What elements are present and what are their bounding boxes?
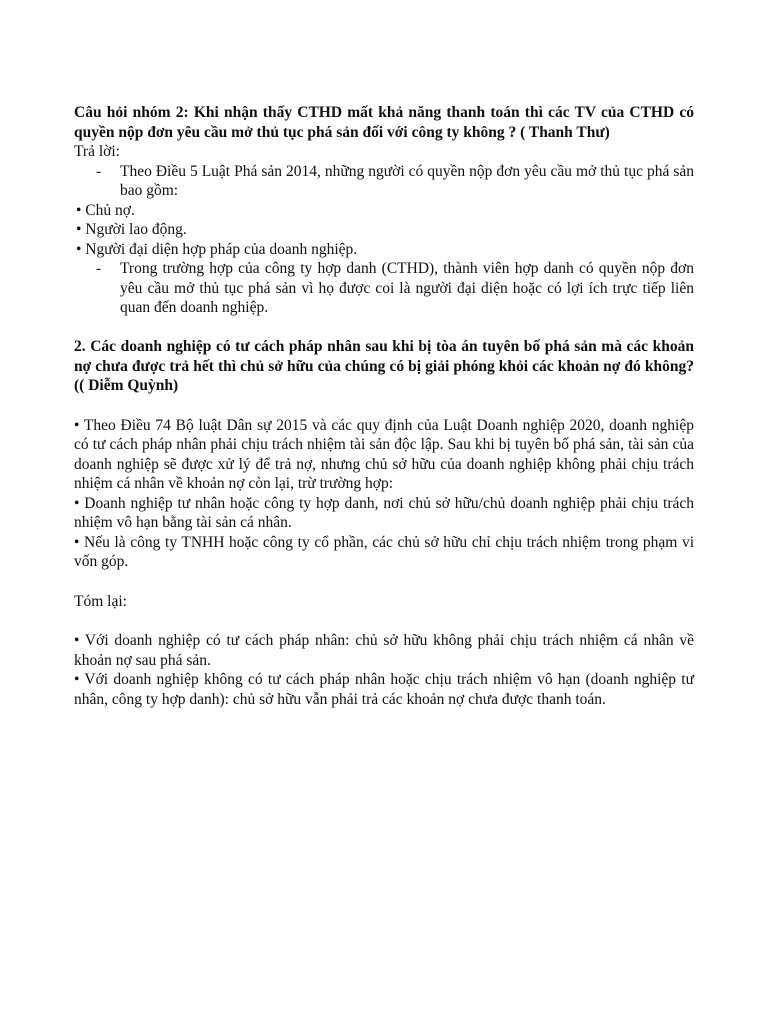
spacer: [74, 318, 694, 338]
bullet-item-worker: • Người lao động.: [76, 221, 187, 238]
summary-point: • Với doanh nghiệp có tư cách pháp nhân: chủ sở hữu không phải chịu trách nhiệm cá nhân về khoản nợ sau phá sản.: [74, 632, 694, 669]
spacer: [74, 396, 694, 416]
body-paragraph: • Doanh nghiệp tư nhân hoặc công ty hợp danh, nơi chủ sở hữu/chủ doanh nghiệp phải chịu trách nhiệm vô hạn bằng tài sản cá nhân.: [74, 494, 694, 531]
dash-marker: -: [96, 260, 102, 277]
document-page: [74, 103, 694, 709]
spacer: [74, 611, 694, 631]
dash-list-item: [74, 162, 694, 201]
answer-label: Trả lời:: [74, 143, 120, 160]
spacer: [74, 572, 694, 592]
bullet-item-representative: • Người đại diện hợp pháp của doanh nghiệp.: [76, 240, 358, 258]
body-paragraph: • Nếu là công ty TNHH hoặc công ty cổ phần, các chủ sở hữu chỉ chịu trách nhiệm trong phạm vi vốn góp.: [74, 533, 694, 570]
question-2-heading: 2. Các doanh nghiệp có tư cách pháp nhân sau khi bị tòa án tuyên bố phá sản mà các khoản nợ chưa được trả hết thì chủ sở hữu của chúng có bị giải phóng khỏi các khoản nợ đó không? (( Diễm Quỳnh): [74, 338, 694, 394]
summary-point: • Với doanh nghiệp không có tư cách pháp nhân hoặc chịu trách nhiệm vô hạn (doanh nghiệp tư nhân, công ty hợp danh): chủ sở hữu vẫn phải trả các khoản nợ chưa được thanh toán.: [74, 671, 694, 708]
dash-item-text: Trong trường hợp của công ty hợp danh (CTHD), thành viên hợp danh có quyền nộp đơn yêu cầu mở thủ tục phá sản vì họ được coi là người đại diện hoặc có lợi ích trực tiếp liên quan đến doanh nghiệp.: [120, 260, 694, 316]
bullet-item-creditor: • Chủ nợ.: [76, 201, 135, 219]
dash-item-text: Theo Điều 5 Luật Phá sản 2014, những người có quyền nộp đơn yêu cầu mở thủ tục phá sản bao gồm:: [120, 162, 694, 199]
dash-list-item: [74, 259, 694, 318]
dash-marker: -: [96, 162, 102, 180]
body-paragraph: • Theo Điều 74 Bộ luật Dân sự 2015 và các quy định của Luật Doanh nghiệp 2020, doanh nghiệp có tư cách pháp nhân phải chịu trách nhiệm tài sản độc lập. Sau khi bị tuyên bố phá sản, tài sản của doanh nghiệp sẽ được xử lý để trả nợ, nhưng chủ sở hữu của doanh nghiệp không phải chịu trách nhiệm cá nhân về khoản nợ còn lại, trừ trường hợp:: [74, 416, 694, 492]
question-1-heading: Câu hỏi nhóm 2: Khi nhận thấy CTHD mất khả năng thanh toán thì các TV của CTHD có quyền nộp đơn yêu cầu mở thủ tục phá sản đối với công ty không ? ( Thanh Thư): [74, 104, 694, 141]
summary-label: Tóm lại:: [74, 592, 127, 610]
